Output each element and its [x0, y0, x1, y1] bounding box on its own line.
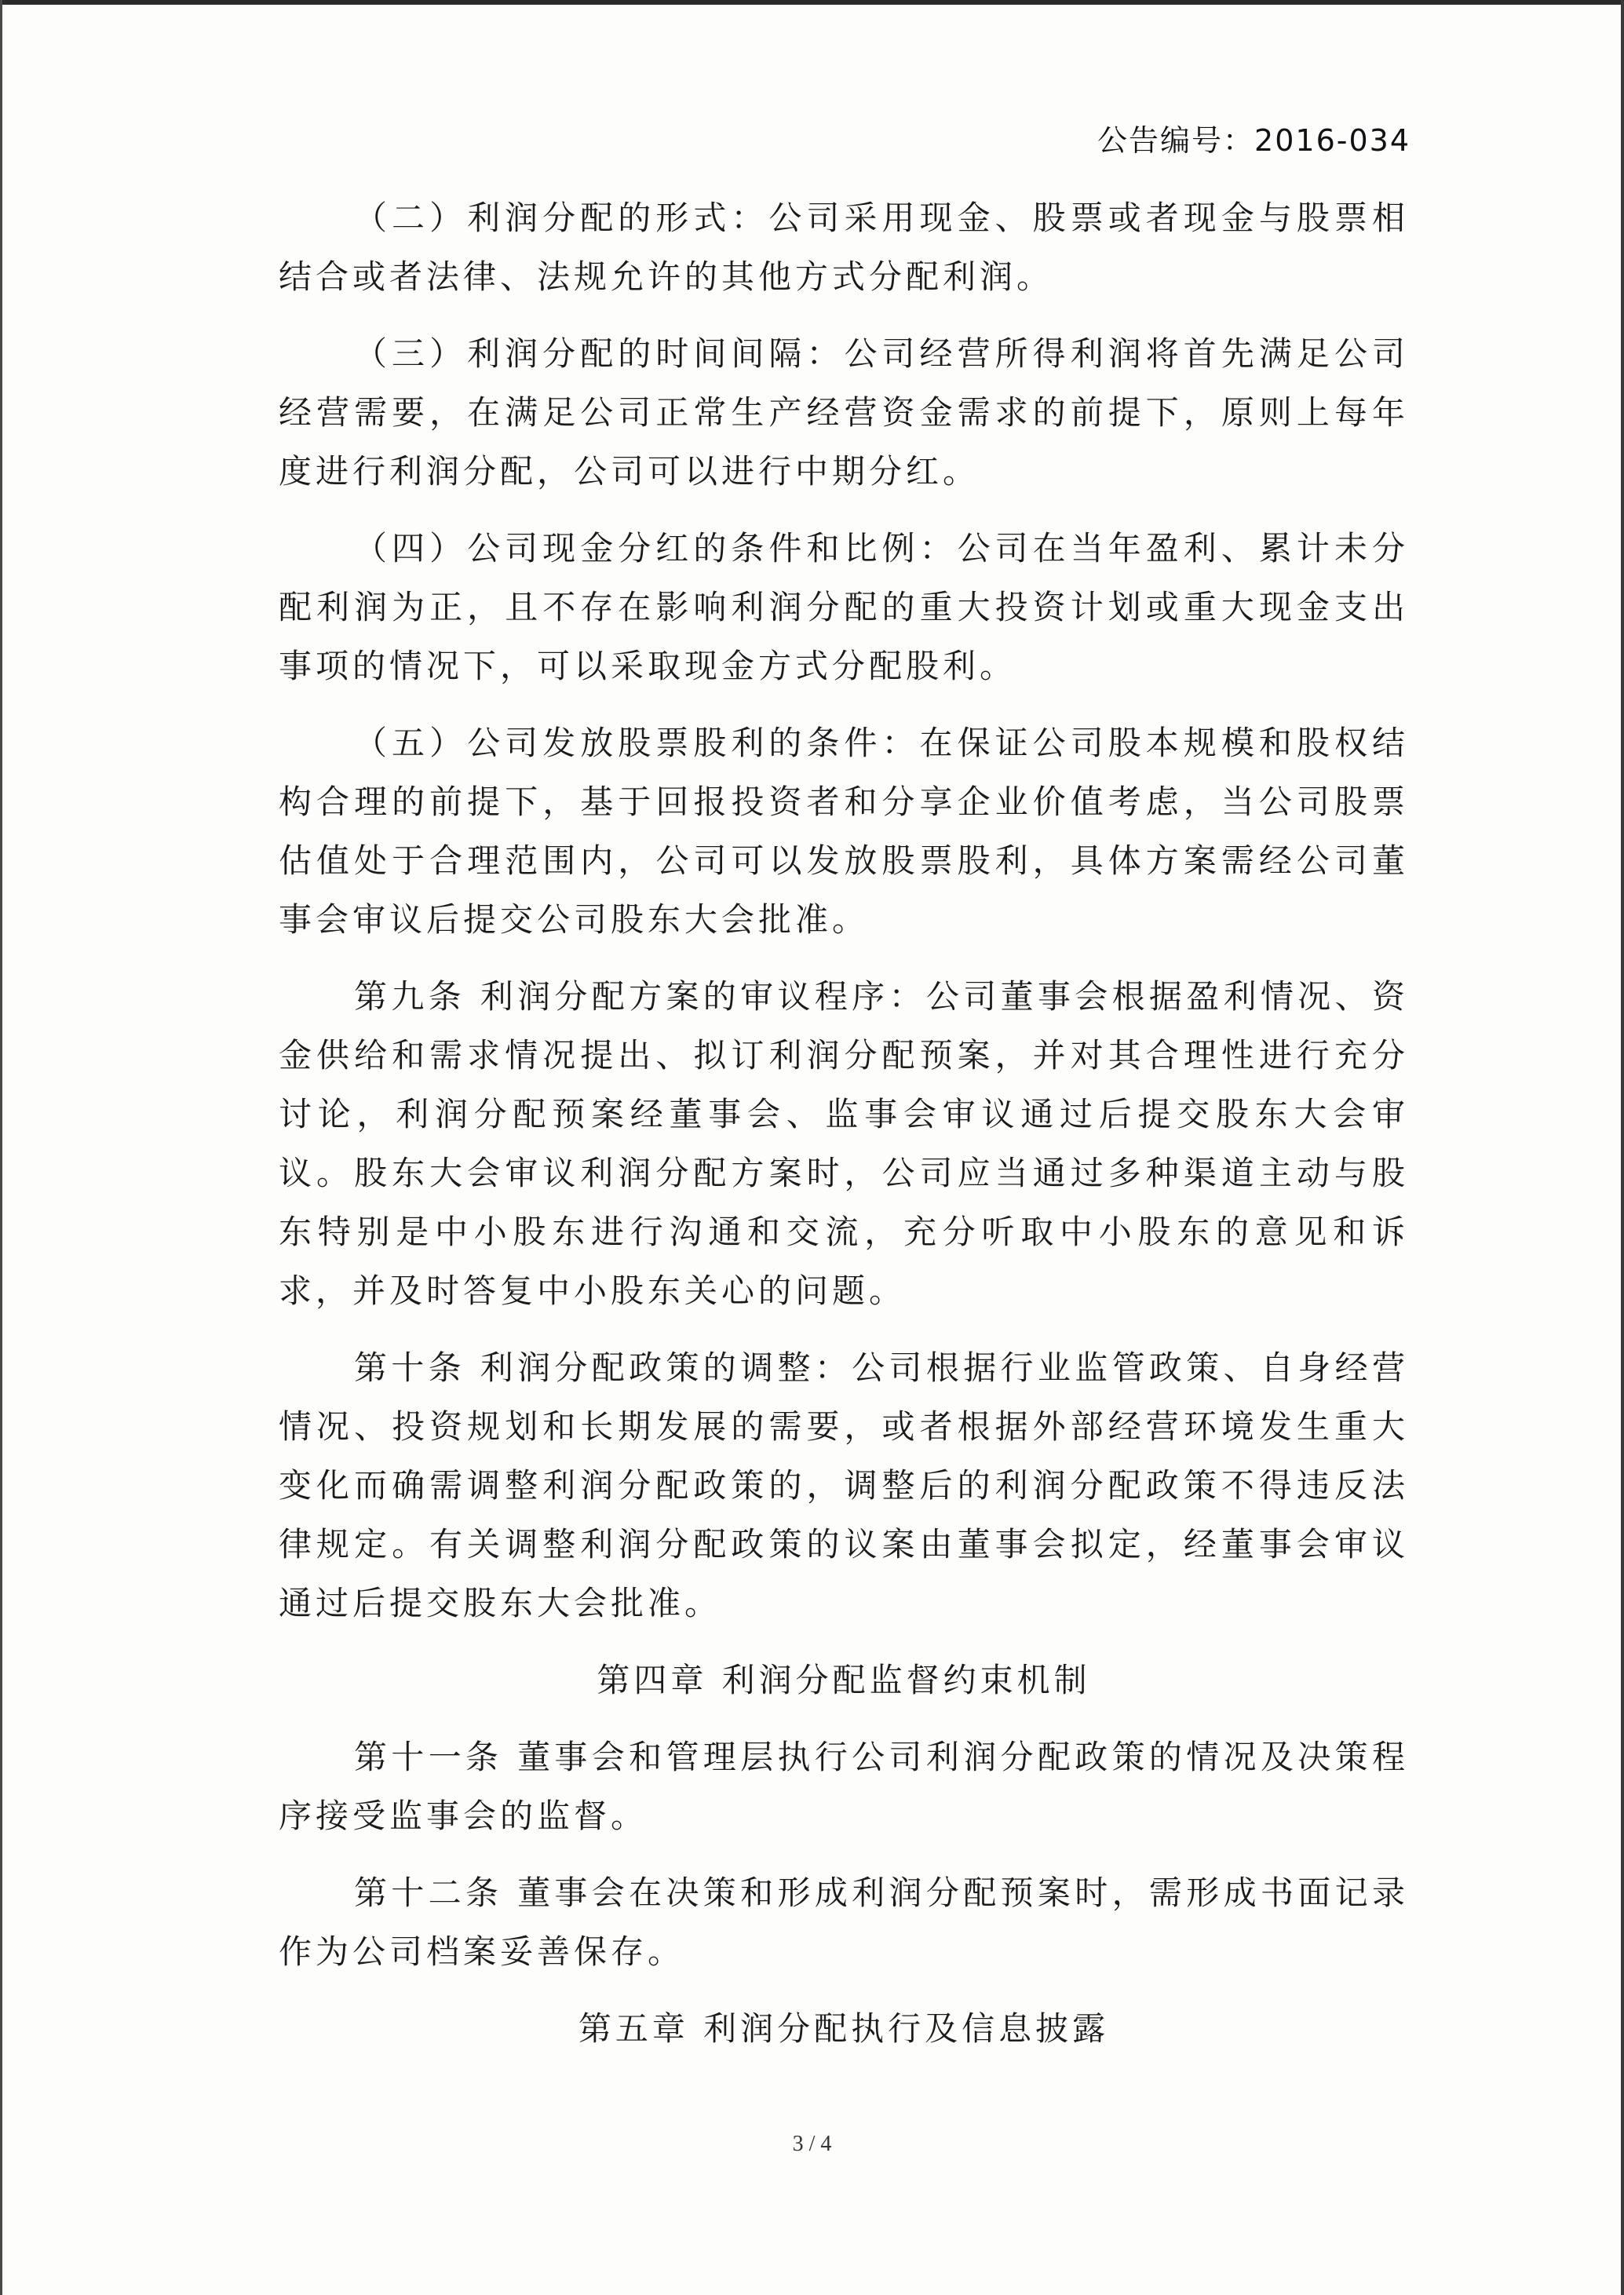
paragraph-distribution-interval: （三）利润分配的时间间隔：公司经营所得利润将首先满足公司经营需要，在满足公司正常生产经营资金需求的前提下，原则上每年度进行利润分配，公司可以进行中期分红。 [279, 334, 1409, 491]
scan-edge-top [0, 0, 1624, 5]
chapter-5-heading: 第五章 利润分配执行及信息披露 [578, 2009, 1110, 2048]
scan-edge-right [1621, 0, 1624, 2295]
scan-edge-left [0, 0, 2, 2295]
paragraph-article-11: 第十一条 董事会和管理层执行公司利润分配政策的情况及决策程序接受监事会的监督。 [279, 1738, 1409, 1835]
document-body [279, 188, 1409, 2076]
page-number: 3 / 4 [792, 2132, 832, 2156]
notice-number: 公告编号：2016-034 [1097, 123, 1411, 158]
chapter-4-heading: 第四章 利润分配监督约束机制 [597, 1661, 1091, 1699]
paragraph-article-9: 第九条 利润分配方案的审议程序：公司董事会根据盈利情况、资金供给和需求情况提出、拟订利润分配预案，并对其合理性进行充分讨论，利润分配预案经董事会、监事会审议通过后提交股东大会审议。股东大会审议利润分配方案时，公司应当通过多种渠道主动与股东特别是中小股东进行沟通和交流，充分听取中小股东的意见和诉求，并及时答复中小股东关心的问题。 [279, 977, 1409, 1310]
paragraph-profit-distribution-form: （二）利润分配的形式：公司采用现金、股票或者现金与股票相结合或者法律、法规允许的其他方式分配利润。 [279, 199, 1409, 296]
paragraph-stock-dividend-conditions: （五）公司发放股票股利的条件：在保证公司股本规模和股权结构合理的前提下，基于回报投资者和分享企业价值考虑，当公司股票估值处于合理范围内，公司可以发放股票股利，具体方案需经公司董事会审议后提交公司股东大会批准。 [279, 724, 1409, 939]
paragraph-article-10: 第十条 利润分配政策的调整：公司根据行业监管政策、自身经营情况、投资规划和长期发展的需要，或者根据外部经营环境发生重大变化而确需调整利润分配政策的，调整后的利润分配政策不得违反法律规定。有关调整利润分配政策的议案由董事会拟定，经董事会审议通过后提交股东大会批准。 [279, 1348, 1409, 1622]
paragraph-cash-dividend-conditions: （四）公司现金分红的条件和比例：公司在当年盈利、累计未分配利润为正，且不存在影响利润分配的重大投资计划或重大现金支出事项的情况下，可以采取现金方式分配股利。 [279, 529, 1409, 685]
paragraph-article-12: 第十二条 董事会在决策和形成利润分配预案时，需形成书面记录作为公司档案妥善保存。 [279, 1874, 1409, 1971]
